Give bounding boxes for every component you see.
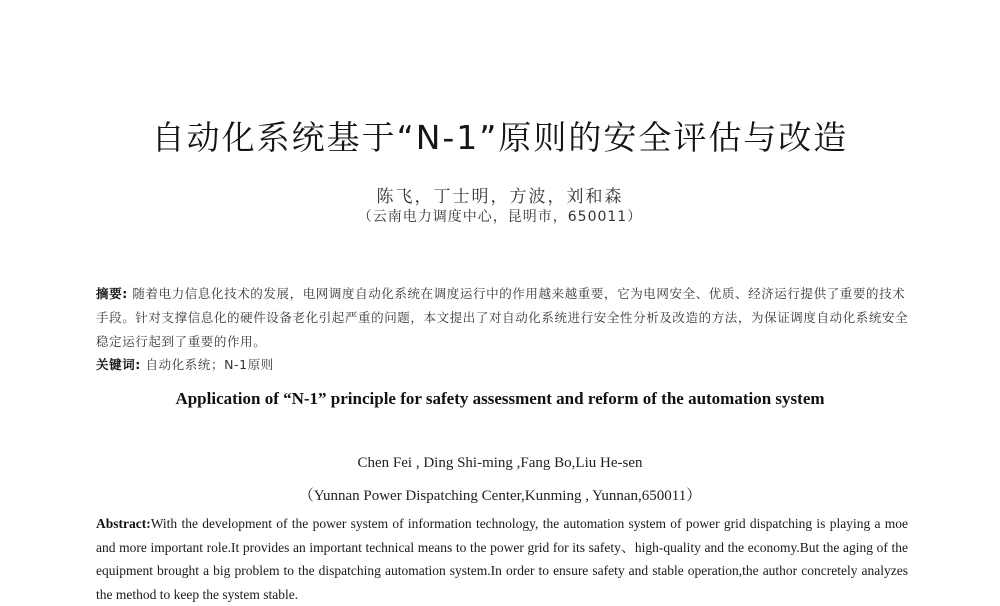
chinese-keywords xyxy=(96,355,274,373)
english-abstract xyxy=(96,512,908,606)
english-abstract-text: With the development of the power system of information technology, the automation system of power grid dispatching is playing a moe and more important role.It provides an important technical means to the power grid for its safety、high-quality and the economy.But the aging of the equipment brought a big problem to the dispatching automation system.In order to ensure safety and stable operation,the author concretely analyzes the method to keep the system stable. xyxy=(96,516,908,602)
chinese-abstract xyxy=(96,282,912,354)
chinese-abstract-label: 摘要: xyxy=(96,286,128,301)
chinese-keywords-text: 自动化系统；N-1原则 xyxy=(145,357,274,372)
english-affiliation: （Yunnan Power Dispatching Center,Kunming , Yunnan,650011） xyxy=(298,488,702,504)
chinese-affiliation: （云南电力调度中心，昆明市，650011） xyxy=(357,209,643,225)
chinese-abstract-text: 随着电力信息化技术的发展，电网调度自动化系统在调度运行中的作用越来越重要，它为电网安全、优质、经济运行提供了重要的技术手段。针对支撑信息化的硬件设备老化引起严重的问题，本文提出了对自动化系统进行安全性分析及改造的方法，为保证调度自动化系统安全稳定运行起到了重要的作用。 xyxy=(96,286,909,349)
english-title: Application of “N-1” principle for safety assessment and reform of the automation system xyxy=(175,389,825,408)
chinese-authors: 陈飞，丁士明，方波，刘和森 xyxy=(376,187,624,207)
chinese-title: 自动化系统基于“N-1”原则的安全评估与改造 xyxy=(151,118,849,157)
english-authors: Chen Fei , Ding Shi-ming ,Fang Bo,Liu He-sen xyxy=(357,455,643,471)
english-abstract-label: Abstract: xyxy=(96,516,151,531)
chinese-keywords-label: 关键词: xyxy=(96,357,141,372)
